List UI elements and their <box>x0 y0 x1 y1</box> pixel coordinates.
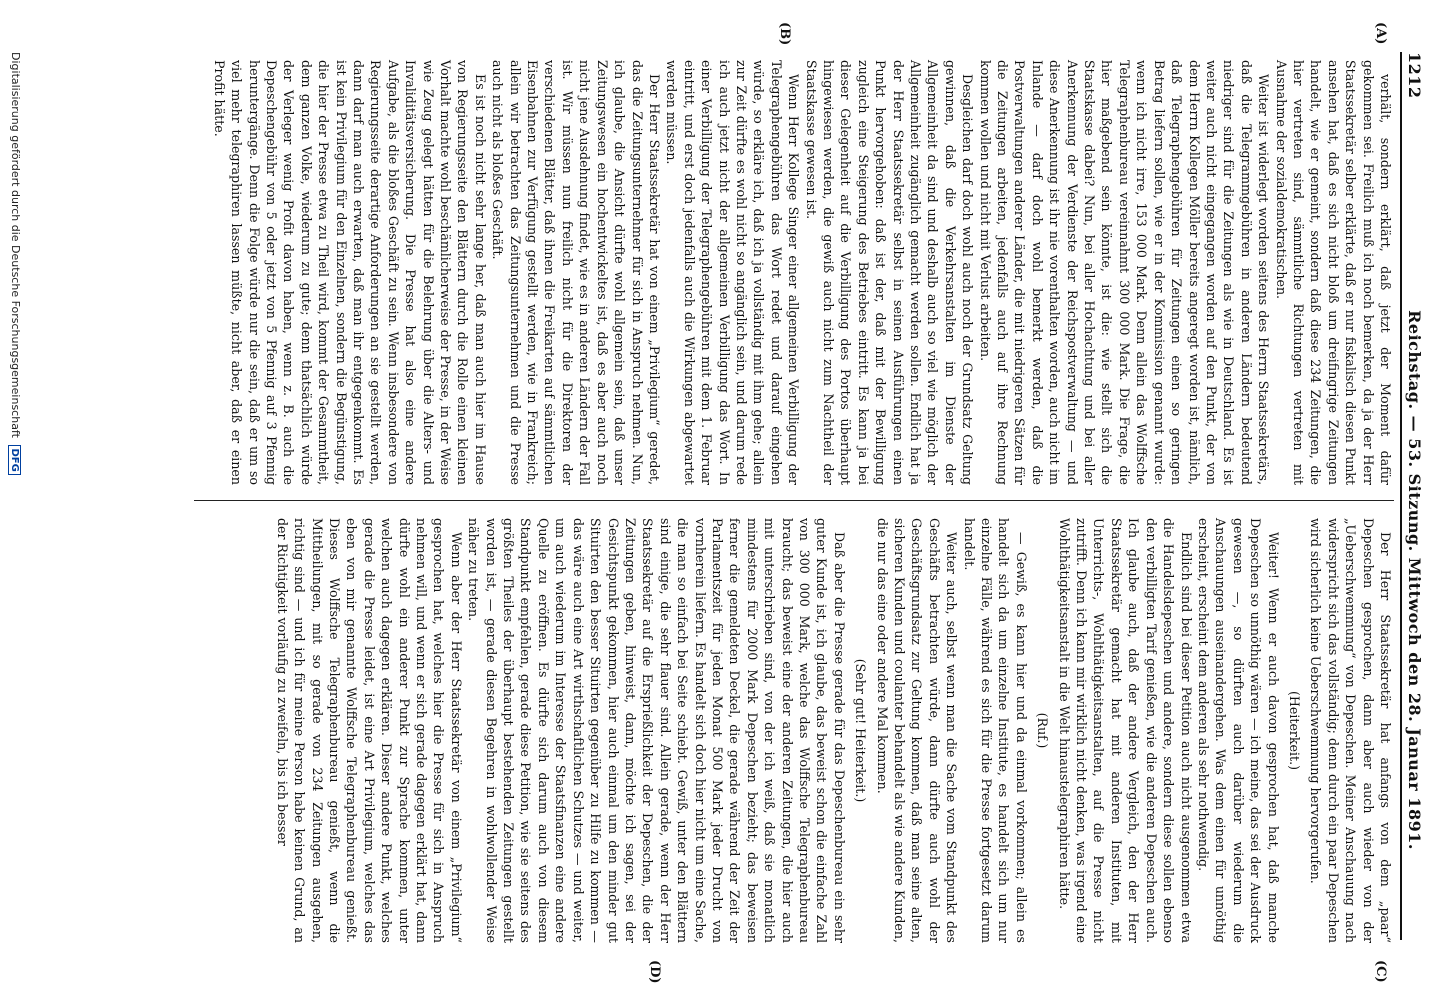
paragraph: — Gewiß, es kann hier und da einmal vorkommen; allein es handelt sich da um einzelne Institute, es handelt sich um nur einzelne Fälle, während es sich für die Presse fortgesetzt darum handelt. <box>961 518 1029 943</box>
page-title: Reichstag. — 53. Sitzung. Mittwoch den 28. Januar 1891. <box>1405 310 1424 850</box>
margin-mark-a: (A) <box>1373 22 1388 45</box>
paragraph: Wenn Herr Kollege Singer einer allgemeinen Verbilligung der Telegraphengebühren das Wort redet und darauf eingehen würde, so erkläre ich, daß ich ja vollständig mit ihm gehe; allein zur Zeit dürfte es wohl nicht so angänglich sein, und darum rede ich auch jetzt nicht der allgemeinen Verbilligung das Wort. In einer Verbilligung der Telegraphengebühren mit dem 1. Februar eintritt, und erst doch jedenfalls auch die Wirkungen abgewartet werden müssen. <box>664 60 802 485</box>
paragraph: verhält, sondern erklärt, daß jetzt der Moment dafür gekommen sei. Freilich muß ich noch bemerken, da ja der Herr Staatssekretär selber erklärte, daß er nur fiskalisch diesen Punkt ansehen hat, daß es sich nicht bloß um dreifingrige Zeitungen handelt, wie er gemeint, sondern daß diese 234 Zeitungen, die hier vertreten sind, sämmtliche Richtungen vertreten mit Ausnahme der sozialdemokratischen. <box>1273 60 1393 485</box>
dfg-logo: DFG <box>8 445 21 474</box>
digitization-credit <box>8 52 22 475</box>
margin-mark-b: (B) <box>777 22 792 46</box>
left-text-column <box>211 60 1394 485</box>
paragraph: Wenn aber der Herr Staatssekretär von einem „Privilegium“ gesprochen hat, welches hier die Presse für sich in Anspruch nehmen will, und wenn er sich gerade dagegen erklärt hat, dann dürfte wohl ein anderer Punkt zur Sprache kommen, unter welchen auch dagegen erklären. Dieser andere Punkt, welches gerade die Presse leidet, ist eine Art Privilegium, welches das eben von mir genannte Wolffsche Telegraphenbureau genießt. Dieses Wolffsche Telegraphenbureau genießt, wenn die Mittheilungen, mit so gerade von 234 Zeitungen ausgehen, richtig sind — und ich für meine Person habe keinen Grund, an der Richtigkeit vorläufig zu zweifeln, bis ich besser <box>274 518 464 943</box>
paragraph: Weiter ist widerlegt worden seitens des Herrn Staatssekretärs, daß die Telegrammgebühren in anderen Ländern bedeutend niedriger sind für die Zeitungen als wie in Deutschland. Es ist weiter auch nicht eingegangen worden auf den Punkt, der von dem Herrn Kollegen Möller bereits angeregt worden ist, nämlich, daß Telegraphengebühren für Zeitungen einen so geringen Betrag liefern sollen, wie er in der Kommission genannt wurde: wenn ich nicht irre, 153 000 Mark. Denn allein das Wolffsche Telegraphenbureau vereinnahmt 300 000 Mark. Die Frage, die hier maßgebend sein könnte, ist die: wie stellt sich die Staatskasse dabei? Nun, bei aller Hochachtung und bei aller Anerkennung der Verdienste der Reichspostverwaltung — und diese Anerkennung ist ihr nie vorenthalten worden, auch nicht im Inlande — darf doch wohl bemerkt werden, daß die Postverwaltungen anderer Länder, die mit niedrigeren Sätzen für die Zeitungen arbeiten, jedenfalls auch auf ihre Rechnung kommen wollen und nicht mit Verlust arbeiten. <box>977 60 1272 485</box>
right-text-column <box>214 518 1394 943</box>
page-number: 1212 <box>1405 52 1424 99</box>
margin-mark-d: (D) <box>647 960 662 984</box>
margin-mark-c: (C) <box>1373 960 1388 983</box>
header-rule <box>1400 52 1402 940</box>
paragraph: Weiter auch, selbst wenn man die Sache vom Standpunkt des Geschäfts betrachten würde, dann dürfte auch wohl der Geschäftsgrundsatz zur Geltung kommen, daß man seine alten, sicheren Kunden und coulanter behandelt als wie andere Kunden, die nur das eine oder andere Mal kommen. <box>874 518 960 943</box>
paragraph: Desgleichen darf doch wohl auch noch der Grundsatz Geltung gewinnen, daß die Verkehrsanstalten im Dienste der Allgemeinheit da sind und deshalb auch so viel wie möglich der Allgemeinheit zugänglich gemacht werden sollen. Endlich hat ja der Herr Staatssekretär selbst in seinen Ausführungen einen Punkt hervorgehoben: daß ist der, daß mit der Bewilligung zugleich eine Steigerung des Betriebes eintritt. Es kann ja bei dieser Gelegenheit auf die Verbilligung des Portos überhaupt hingewiesen werden, die gewiß auch nicht zum Nachtheil der Staatskasse gewesen ist. <box>803 60 976 485</box>
interjection: (Sehr gut! Heiterkeit.) <box>853 658 869 803</box>
interjection: (Heiterkeit.) <box>1286 691 1302 770</box>
paragraph: Weiter! Wenn er auch davon gesprochen hat, daß manche Depeschen so unnöthig wären — ich meine, das sei der Ausdruck gewesen —, so dürften auch darüber wiederum die Anschauungen auseinandergehen. Was dem einen für unnöthig erscheint, erscheint dem anderen als sehr nothwendig. <box>1195 518 1281 943</box>
paragraph: Der Herr Staatssekretär hat anfangs von dem „paar“ Depeschen gesprochen, dann aber auch wieder von der „Ueberschwemmung“ von Depeschen. Meiner Anschauung nach widerspricht sich das vollständig; denn durch ein paar Depeschen wird sicherlich keine Ueberschwemmung hervorgerufen. <box>1308 518 1393 943</box>
paragraph: Daß aber die Presse gerade für das Depeschenbureau ein sehr guter Kunde ist, ich glaube, das beweist schon die einfache Zahl von 300 000 Mark, welche das Wolffsche Telegraphenbureau braucht; das beweist eine der anderen Zeitungen, die hier auch mit unterschrieben sind, von der ich weiß, daß sie monatlich mindestens für 2000 Mark Depeschen bezieht; das beweisen ferner die gemeldeten Deckel, die gerade während der Zeit der Parlamentszeit für jeden Monat 500 Mark jeder Drucht von vornherein liefern. Es handelt sich doch hier nicht um eine Sache, die man so einfach bei Seite schiebt. Gewiß, unter den Blättern sind einige, die sehr flauer sind. Allein gerade, wenn der Herr Staatssekretär auf die Ersprießlichkeit der Depeschen, die der Zeitungen geben, hinweist, dann, möchte ich sagen, sei der Gesichtspunkt gekommen, hier auch einmal um den minder gut Situirten den besser Situirten gegenüber zu Hilfe zu kommen — das wäre auch eine Art wirthschaftlichen Schutzes — und weiter, um auch wiederum im Interesse der Staatsfinanzen eine andere Quelle zu eröffnen. Es dürfte sich darum auch von diesem Standpunkt empfehlen, gerade diese Petition, wie sie seitens des größten Theiles der überhaupt bestehenden Zeitungen gestellt worden ist, — gerade diesen Begehren in wohlwollender Weise näher zu treten. <box>466 518 847 943</box>
paragraph: Es ist noch nicht sehr lange her, daß man auch hier im Hause von Regierungsseite den Blättern durch die Rolle einen kleinen Vorhalt machte wohl beschämlicherweise der Presse, in der Weise wie Zeug gelegt hätten für die Belehrung über die Alters- und Invaliditätsversicherung. Die Presse hat also eine andere Aufgabe, als die bloßes Geschäft zu sein. Wenn insbesondere von Regierungsseite derartige Anforderungen an sie gestellt werden, dann darf man auch erwarten, daß man ihr entgegenkommt. Es ist kein Privilegium für den Einzelnen, sondern die Begünstigung, die hier der Presse etwa zu Theil wird, kommt der Gesammtheit, dem ganzen Volke, wiederum zu gute; denn thatsächlich würde der Verleger wenig Profit davon haben, wenn z. B. auch die Depeschengebühr von 5 oder jetzt von 5 Pfennig auf 3 Pfennig heruntergänge. Denn die Folge würde nur die sein, daß er um so viel mehr telegraphiren lassen müßte, nicht aber, daß er einen Profit hätte. <box>211 60 488 485</box>
interjection: (Ruf.) <box>1035 712 1051 749</box>
credit-text: Digitalisierung gefördert durch die Deutsche Forschungsgemeinschaft <box>9 52 22 438</box>
column-divider <box>194 500 1394 501</box>
paragraph: Endlich sind bei dieser Petition auch nicht ausgenommen etwa die Handelsdepeschen und andere, sondern diese sollen ebenso den verbilligten Tarif genießen, wie die anderen Depeschen auch. Ich glaube auch, daß der andere Vergleich, den der Herr Staatssekretär gemacht hat mit anderen Instituten, mit Unterrichts-, Wohlthätigkeitsanstalten, auf die Presse nicht zutrifft. Denn ich kann mir wirklich nicht denken, was irgend eine Wohlthätigkeitsanstalt in die Welt hinaustelegraphiren hätte. <box>1056 518 1194 943</box>
paragraph: Der Herr Staatssekretär hat von einem „Privilegium“ geredet, das die Zeitungsunternehmer für sich in Anspruch nehmen. Nun, ich glaube, die Ansicht dürfte wohl allgemein sein, daß unser Zeitungswesen ein hochentwickeltes ist, daß es aber auch noch nicht jene Ausdehnung findet, wie es in anderen Ländern der Fall ist. Wir müssen nun freilich nicht für die Direktoren der verschiedenen Blätter, daß ihnen die Freikarten auf sämmtlichen Eisenbahnen zur Verfügung gestellt werden, wie in Frankreich; allein wir betrachten das Zeitungsunternehmen und die Presse auch nicht als bloßes Geschäft. <box>490 60 662 485</box>
